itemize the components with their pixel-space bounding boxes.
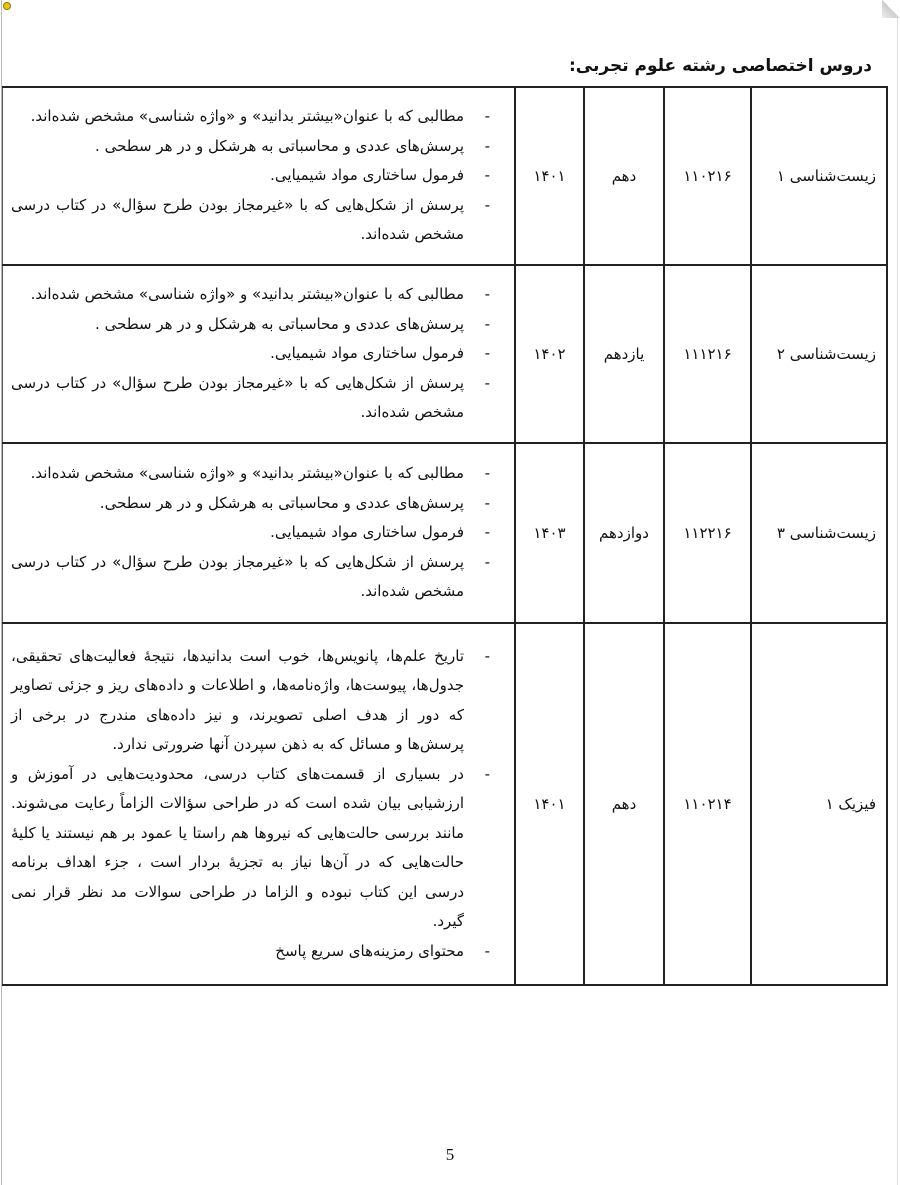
course-grade: دوازدهم <box>584 443 664 623</box>
list-item: - پرسش‌های عددی و محاسباتی به هرشکل و در هر سطحی. <box>11 489 504 519</box>
list-item: - پرسش از شکل‌هایی که با «غیرمجاز بودن طرح سؤال» در کتاب درسی مشخص شده‌اند. <box>11 191 504 250</box>
table-row <box>3 265 888 443</box>
course-grade: دهم <box>584 87 664 265</box>
page-curl-icon <box>882 0 900 18</box>
course-name: زیست‌شناسی ۲ <box>751 265 887 443</box>
list-item: - فرمول ساختاری مواد شیمیایی. <box>11 339 504 369</box>
course-grade: دهم <box>584 623 664 985</box>
course-grade: یازدهم <box>584 265 664 443</box>
section-title: دروس اختصاصی رشته علوم تجربی: <box>568 56 872 76</box>
course-year: ۱۴۰۱ <box>515 623 584 985</box>
course-name: زیست‌شناسی ۳ <box>751 443 887 623</box>
list-item: - پرسش‌های عددی و محاسباتی به هرشکل و در هر سطحی . <box>11 310 504 340</box>
course-name: زیست‌شناسی ۱ <box>751 87 887 265</box>
list-item: - مطالبی که با عنوان«بیشتر بدانید» و «واژه شناسی» مشخص شده‌اند. <box>11 102 504 132</box>
course-code: ۱۱۱۲۱۶ <box>664 265 751 443</box>
list-item: - پرسش از شکل‌هایی که با «غیرمجاز بودن طرح سؤال» در کتاب درسی مشخص شده‌اند. <box>11 369 504 428</box>
pin-icon <box>3 2 11 10</box>
table-row <box>3 443 888 623</box>
list-item: - تاریخ علم‌ها، پانویس‌ها، خوب است بدانیدها، نتیجهٔ فعالیت‌های تحقیقی، جدول‌ها، پیوست‌ها، واژه‌نامه‌ها، و اطلاعات و داده‌های ریز و جزئی تصاویر که دور از هدف اصلی تصویرند، و نیز داده‌های مندرج در برخی از پرسش‌ها و مسائل که به ذهن سپردن آنها ضرورتی ندارد. <box>11 642 504 760</box>
course-year: ۱۴۰۳ <box>515 443 584 623</box>
course-name: فیزیک ۱ <box>751 623 887 985</box>
list-item: - مطالبی که با عنوان«بیشتر بدانید» و «واژه شناسی» مشخص شده‌اند. <box>11 459 504 489</box>
course-year: ۱۴۰۲ <box>515 265 584 443</box>
list-item: - پرسش‌های عددی و محاسباتی به هرشکل و در هر سطحی . <box>11 132 504 162</box>
list-item: - فرمول ساختاری مواد شیمیایی. <box>11 518 504 548</box>
excluded-content <box>3 623 516 985</box>
excluded-content <box>3 87 516 265</box>
list-item: - فرمول ساختاری مواد شیمیایی. <box>11 161 504 191</box>
excluded-content <box>3 443 516 623</box>
courses-table <box>2 86 888 986</box>
list-item: - در بسیاری از قسمت‌های کتاب درسی، محدودیت‌هایی در آموزش و ارزشیابی بیان شده است که در طراحی سؤالات الزاماً رعایت می‌شوند. مانند بررسی حالت‌هایی که نیروها هم راستا یا عمود بر هم نیستند یا کلیهٔ حالت‌هایی که در آن‌ها نیاز به تجزیهٔ بردار است ، جزء اهداف برنامه درسی این کتاب نبوده و الزاما در طراحی سوالات مد نظر قرار نمی گیرد. <box>11 760 504 937</box>
course-year: ۱۴۰۱ <box>515 87 584 265</box>
excluded-content <box>3 265 516 443</box>
list-item: - پرسش از شکل‌هایی که با «غیرمجاز بودن طرح سؤال» در کتاب درسی مشخص شده‌اند. <box>11 548 504 607</box>
table-row <box>3 87 888 265</box>
course-code: ۱۱۰۲۱۶ <box>664 87 751 265</box>
page-number: 5 <box>445 1145 455 1164</box>
course-code: ۱۱۲۲۱۶ <box>664 443 751 623</box>
course-code: ۱۱۰۲۱۴ <box>664 623 751 985</box>
table-row <box>3 623 888 985</box>
list-item: - مطالبی که با عنوان«بیشتر بدانید» و «واژه شناسی» مشخص شده‌اند. <box>11 280 504 310</box>
list-item: - محتوای رمزینه‌های سریع پاسخ <box>11 937 504 967</box>
